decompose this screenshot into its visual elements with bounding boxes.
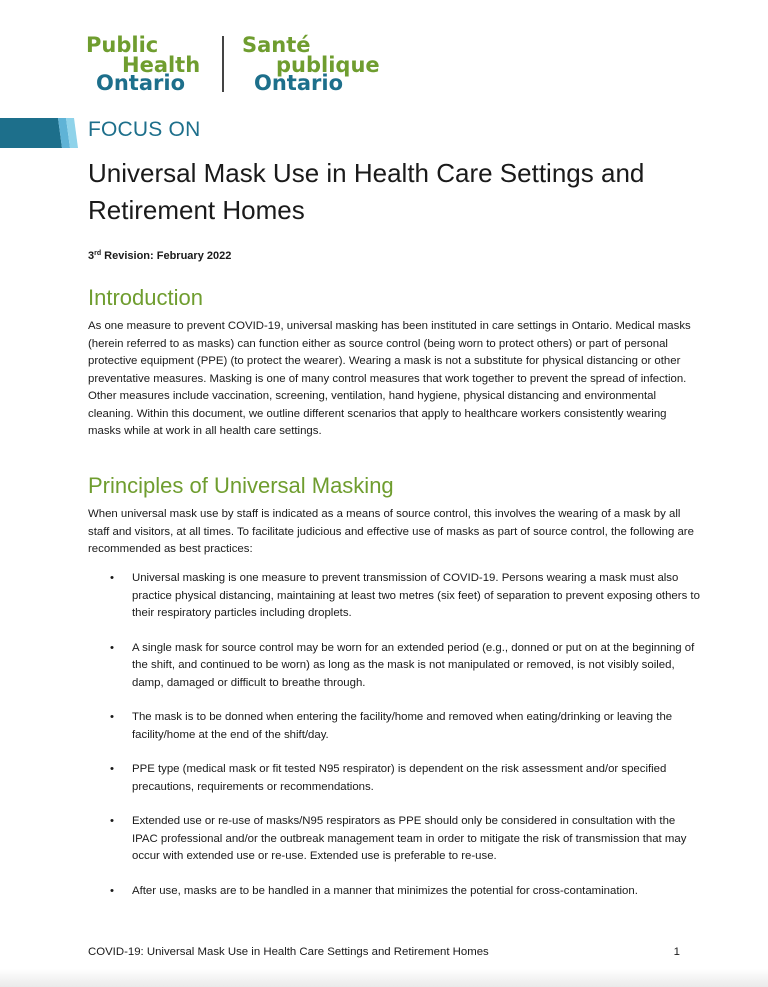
principles-body: When universal mask use by staff is indicated as a means of source control, this involves the wearing of a mask by all staff and visitors, at all times. To facilitate judicious and effective use of masks as part of source control, the following are recommended as best practices: <box>88 508 694 555</box>
footer-text: COVID-19: Universal Mask Use in Health Care Settings and Retirement Homes <box>88 946 489 958</box>
introduction-heading: Introduction <box>88 285 203 310</box>
bullet-text: Extended use or re-use of masks/N95 respirators as PPE should only be considered in consultation with the IPAC professional and/or the outbreak management team in order to mitigate the risk of transmission that may occur with extended use or re-use. Extended use is preferable to re-use. <box>132 815 687 862</box>
bullet-text: The mask is to be donned when entering the facility/home and removed when eating/drinking or leaving the facility/home at the end of the shift/day. <box>132 711 673 741</box>
bullet-text: After use, masks are to be handled in a manner that minimizes the potential for cross-contamination. <box>132 884 638 897</box>
logo-divider <box>222 36 224 92</box>
logo-en-line3: Ontario <box>96 71 185 95</box>
bullet-marker: • <box>110 884 114 897</box>
bullet-marker: • <box>110 763 114 775</box>
document-title: Universal Mask Use in Health Care Settings and Retirement Homes <box>88 158 645 225</box>
bullet-marker: • <box>110 641 114 654</box>
list-item <box>88 813 700 866</box>
focus-on-label: FOCUS ON <box>88 118 201 141</box>
banner-stripe-graphic <box>0 118 80 148</box>
list-item <box>88 883 700 901</box>
logo-fr-line2: publique <box>276 53 380 77</box>
logo-en-line1: Public <box>86 33 159 57</box>
page-bottom-shadow <box>0 969 768 987</box>
list-item <box>88 570 700 623</box>
logo-en-line2: Health <box>122 53 201 77</box>
bullet-marker: • <box>110 815 114 827</box>
logo-fr-line1: Santé <box>242 33 311 57</box>
list-item <box>88 761 700 796</box>
bullet-marker: • <box>110 572 114 584</box>
bullet-text: PPE type (medical mask or fit tested N95 respirator) is dependent on the risk assessment and/or specified precautions, requirements or recommendations. <box>132 763 667 793</box>
list-item <box>88 709 700 744</box>
public-health-ontario-logo <box>86 32 380 95</box>
principles-heading: Principles of Universal Masking <box>88 473 394 498</box>
revision-ordinal-suffix: rd <box>94 250 102 257</box>
logo-fr-line3: Ontario <box>254 71 343 95</box>
revision-text: Revision: February 2022 <box>101 250 232 262</box>
list-item <box>88 640 700 693</box>
revision-ordinal: 3 <box>88 250 95 262</box>
bullet-marker: • <box>110 711 114 723</box>
bullet-text: Universal masking is one measure to prevent transmission of COVID-19. Persons wearing a mask must also practice physical distancing, maintaining at least two metres (six feet) of separation to prevent exposing others to their respiratory particles including droplets. <box>132 572 700 619</box>
page-number: 1 <box>673 946 680 958</box>
introduction-body: As one measure to prevent COVID-19, universal masking has been instituted in care settings in Ontario. Medical masks (herein referred to as masks) can function either as source control (being worn to protect others) or part of personal protective equipment (PPE) (to protect the wearer). Wearing a mask is not a substitute for physical distancing or other preventative measures. Masking is one of many control measures that work together to prevent the spread of infection. Other measures include vaccination, screening, ventilation, hand hygiene, physical distancing and environmental cleaning. Within this document, we outline different scenarios that apply to healthcare workers consistently wearing masks while at work in all health care settings. <box>88 320 691 437</box>
page-footer <box>88 946 680 958</box>
principles-bullet-list <box>88 570 700 917</box>
revision-date <box>88 250 231 262</box>
bullet-text: A single mask for source control may be worn for an extended period (e.g., donned or put on at the beginning of the shift, and continued to be worn) as long as the mask is not manipulated or removed, is not visibly soiled, damp, damaged or difficult to breathe through. <box>132 641 695 689</box>
